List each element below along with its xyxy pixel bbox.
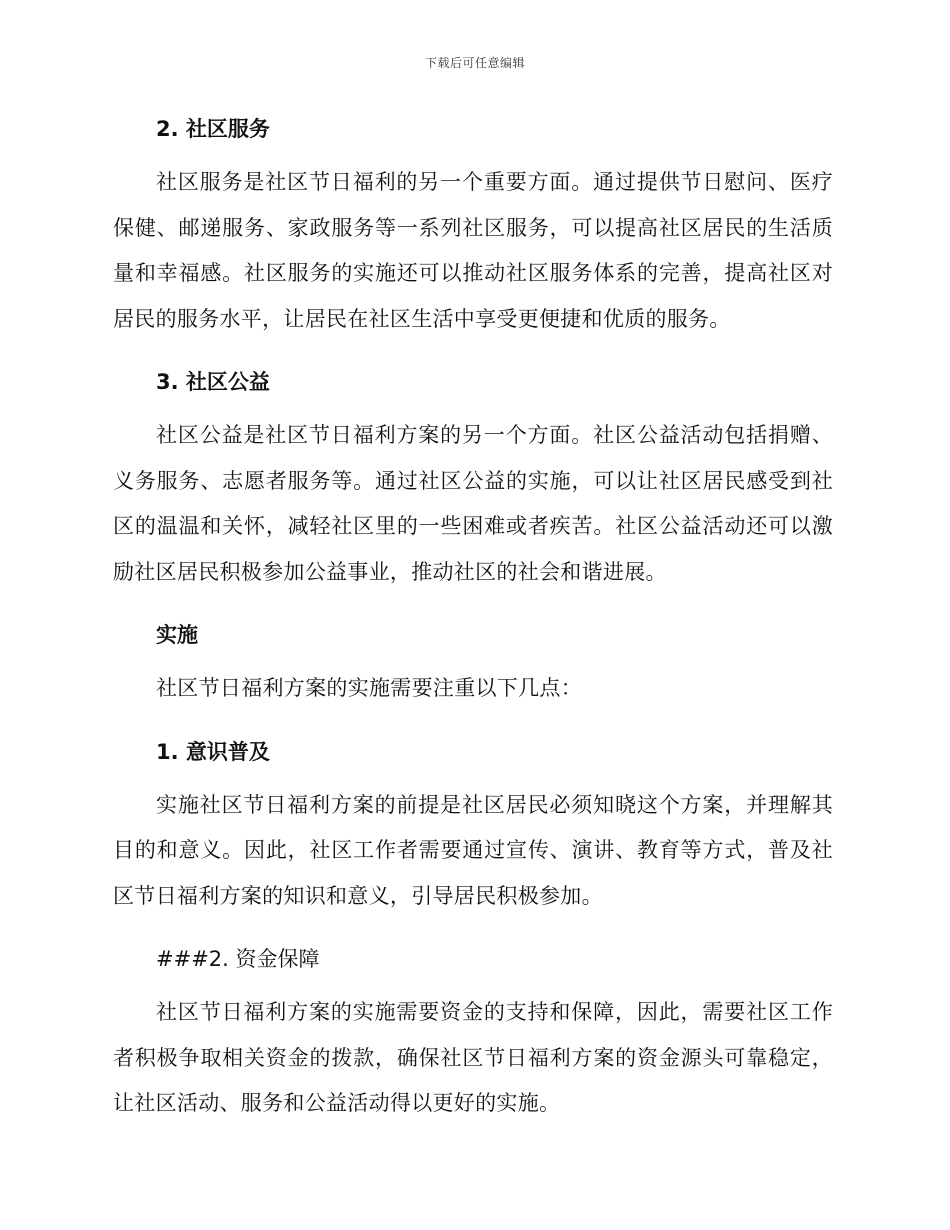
document-body xyxy=(113,110,833,1127)
section-heading-implementation: 实施 xyxy=(156,623,198,647)
section-heading-funding: ###2. 资金保障 xyxy=(156,947,320,971)
section-heading-awareness: 1. 意识普及 xyxy=(156,739,270,764)
section-heading-community-welfare: 3. 社区公益 xyxy=(156,370,270,394)
paragraph-funding: 社区节日福利方案的实施需要资金的支持和保障，因此，需要社区工作者积极争取相关资金的拨款，确保社区节日福利方案的资金源头可靠稳定，让社区活动、服务和公益活动得以更好的实施。 xyxy=(113,1000,833,1115)
paragraph-awareness: 实施社区节日福利方案的前提是社区居民必须知晓这个方案，并理解其目的和意义。因此，社区工作者需要通过宣传、演讲、教育等方式，普及社区节日福利方案的知识和意义，引导居民积极参加。 xyxy=(113,792,833,908)
paragraph-implementation: 社区节日福利方案的实施需要注重以下几点： xyxy=(156,676,582,700)
paragraph-community-service: 社区服务是社区节日福利的另一个重要方面。通过提供节日慰问、医疗保健、邮递服务、家政服务等一系列社区服务，可以提高社区居民的生活质量和幸福感。社区服务的实施还可以推动社区服务体系的完善，提高社区对居民的服务水平，让居民在社区生活中享受更便捷和优质的服务。 xyxy=(113,170,833,331)
page-header-note: 下载后可任意编辑 xyxy=(424,56,525,70)
section-heading-community-service: 2. 社区服务 xyxy=(156,117,270,141)
paragraph-community-welfare: 社区公益是社区节日福利方案的另一个方面。社区公益活动包括捐赠、义务服务、志愿者服务等。通过社区公益的实施，可以让社区居民感受到社区的温温和关怀，减轻社区里的一些困难或者疾苦。社区公益活动还可以激励社区居民积极参加公益事业，推动社区的社会和谐进展。 xyxy=(113,423,833,584)
